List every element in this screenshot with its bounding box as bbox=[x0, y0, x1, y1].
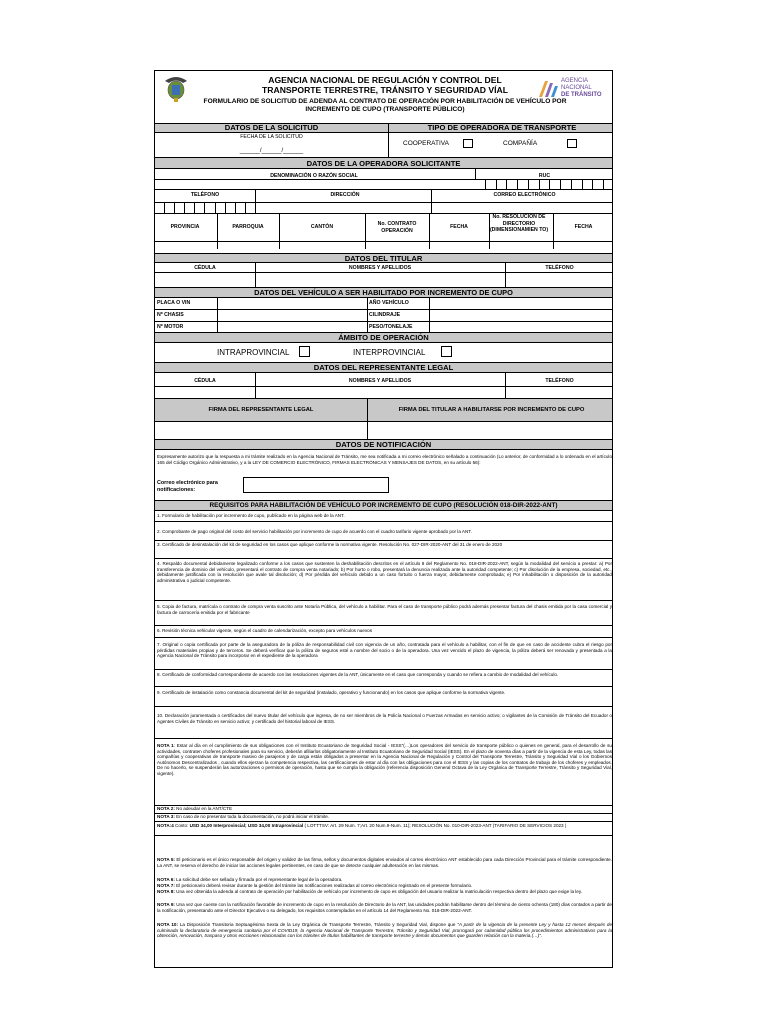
operadora-title: DATOS DE LA OPERADORA SOLICITANTE bbox=[155, 157, 612, 169]
application-form bbox=[154, 70, 613, 968]
digit-cell[interactable] bbox=[593, 179, 604, 189]
requisito-8: 8. Certificado de conformidad correspondiente de acuerdo con las resoluciones vigentes de la ANT, únicamente en el caso que corresponda y cuando se refiera a cambio de modalidad del vehículo. bbox=[157, 672, 559, 677]
intraprovincial-checkbox[interactable] bbox=[299, 346, 310, 357]
nota-7-text: El peticionario deberá revisar durante la gestión del trámite las notificaciones realizadas al correo electrónico registrado en el presente formulario. bbox=[174, 883, 473, 888]
nota-2-label: NOTA 2: bbox=[157, 806, 175, 811]
telefono-label: TELÉFONO bbox=[190, 192, 220, 198]
digit-cell[interactable] bbox=[195, 202, 205, 213]
requisito-2: 2. Comprobante de pago original del costo del servicio habilitación por incremento de cupo de acuerdo con el cuadro tarifario vigente aprobado por la ANT. bbox=[157, 529, 472, 534]
firma-rep-label: FIRMA DEL REPRESENTANTE LEGAL bbox=[208, 407, 314, 413]
divider bbox=[155, 821, 612, 822]
nota-4-text-c: ( LOTTTSV: Art. 29 Num. 7;Art. 20 Num.9-Num. 11); RESOLUCIÓN No. 010-DIR-2023-ANT (TARIFARIO DE SERVICIOS 2023 ) bbox=[303, 823, 567, 828]
divider bbox=[155, 637, 612, 638]
digit-cell[interactable] bbox=[529, 179, 540, 189]
titular-title: DATOS DEL TITULAR bbox=[155, 253, 612, 263]
divider bbox=[155, 686, 612, 687]
firma-titular-label: FIRMA DEL TITULAR A HABILITARSE POR INCREMENTO DE CUPO bbox=[398, 407, 585, 413]
nota-10 bbox=[157, 922, 612, 939]
requisito-6: 6. Revisión técnica vehicular vigente, según el cuadro de calendarización, excepto para vehículos nuevos bbox=[157, 628, 373, 633]
form-title-line1: FORMULARIO DE SOLICITUD DE ADENDA AL CONTRATO DE OPERACIÓN POR HABILITACIÓN DE VEHÍCULO POR bbox=[203, 98, 567, 105]
divider bbox=[155, 241, 612, 242]
divider bbox=[155, 540, 612, 541]
nota-9 bbox=[157, 902, 612, 913]
digit-cell[interactable] bbox=[518, 179, 529, 189]
nota-8-text: Una vez obtenida la adenda al contrato de operación por habilitación de vehículo por incremento de cupo es obligación del usuario realizar la matriculación respectiva dentro del plazo que exige la ley. bbox=[174, 889, 583, 894]
ant-logo bbox=[537, 77, 609, 103]
nota-4-cost: USD 34,00 Interprovincial; USD 34,00 Intraprovincial bbox=[189, 823, 304, 828]
divider bbox=[155, 835, 612, 836]
nota-2 bbox=[157, 806, 612, 812]
nota-9-text: Una vez que cuente con la notificación favorable de incremento de cupo en la resolución de Directorio de la ANT, las unidades podrán habilitarse dentro del término de ciento ochenta (180) días contados a partir de la notificación, presentando ante el Director Ejecutivo o su delegado, los requisitos contemplados en el artículo 14 del Reglamento No. 018-DIR-2022-ANT. bbox=[157, 902, 612, 913]
interprovincial-label: INTERPROVINCIAL bbox=[353, 348, 426, 357]
nota-9-label: NOTA 9: bbox=[157, 902, 175, 907]
compania-checkbox[interactable] bbox=[567, 139, 577, 148]
divider bbox=[255, 189, 256, 213]
divider bbox=[489, 213, 490, 249]
digit-cell[interactable] bbox=[226, 202, 236, 213]
compania-label: COMPAÑÍA bbox=[503, 140, 538, 147]
anio-label: AÑO VEHÍCULO bbox=[369, 300, 409, 306]
digit-cell[interactable] bbox=[540, 179, 551, 189]
fecha-label: FECHA DE LA SOLICITUD bbox=[240, 134, 303, 140]
digit-cell[interactable] bbox=[165, 202, 175, 213]
ambito-title: ÁMBITO DE OPERACIÓN bbox=[155, 332, 612, 343]
agency-name-line2: TRANSPORTE TERRESTRE, TRÁNSITO Y SEGURIDAD VÍAL bbox=[262, 85, 508, 95]
nota-3-text: En caso de no presentar toda la documentación, no podrá iniciar el trámite. bbox=[174, 814, 330, 819]
nota-7-label: NOTA 7: bbox=[157, 883, 175, 888]
divider bbox=[475, 169, 476, 179]
digit-cell[interactable] bbox=[507, 179, 518, 189]
nota-4-label: NOTA:4 bbox=[157, 823, 174, 828]
nota-2-text: No adeudar en la ANT/CTE bbox=[174, 806, 233, 811]
digit-cell[interactable] bbox=[155, 202, 165, 213]
fecha-contrato-label: FECHA bbox=[450, 224, 468, 230]
divider bbox=[155, 321, 612, 322]
interprovincial-checkbox[interactable] bbox=[441, 346, 452, 357]
digit-cell[interactable] bbox=[572, 179, 583, 189]
requisito-9: 9. Certificado de instalación como constancia documental del kit de seguridad (instalado, operativo y funcionando) en los casos que aplique conforme la normativa vigente. bbox=[157, 690, 506, 695]
divider bbox=[431, 189, 432, 213]
form-title-line2: INCREMENTO DE CUPO (TRANSPORTE PÚBLICO) bbox=[305, 106, 465, 113]
peso-label: PESO/TONELAJE bbox=[369, 324, 413, 330]
notificacion-title: DATOS DE NOTIFICACIÓN bbox=[155, 439, 612, 450]
digit-cell[interactable] bbox=[185, 202, 195, 213]
divider bbox=[155, 669, 612, 670]
nota-10-label: NOTA 10: bbox=[157, 922, 178, 927]
cilindraje-label: CILINDRAJE bbox=[369, 312, 401, 318]
razon-social-input[interactable] bbox=[155, 179, 475, 189]
digit-cell[interactable] bbox=[497, 179, 508, 189]
requisitos-title: REQUISITOS PARA HABILITACIÓN DE VEHÍCULO POR INCREMENTO DE CUPO (RESOLUCIÓN 018-DIR-2022-ANT) bbox=[155, 500, 612, 511]
divider bbox=[505, 263, 506, 289]
nota-1-label: NOTA 1 bbox=[157, 743, 174, 748]
divider bbox=[429, 298, 430, 332]
digit-cell[interactable] bbox=[486, 179, 497, 189]
divider bbox=[155, 706, 612, 707]
rep-nombres-label: NOMBRES Y APELLIDOS bbox=[348, 378, 412, 384]
correo-notif-label-1: Correo electrónico para bbox=[157, 480, 218, 486]
nota-3 bbox=[157, 814, 612, 820]
correo-notificaciones-input[interactable] bbox=[243, 477, 389, 493]
digit-cell[interactable] bbox=[205, 202, 215, 213]
divider bbox=[155, 272, 612, 273]
nota-8 bbox=[157, 889, 612, 895]
divider bbox=[429, 213, 430, 249]
provincia-label: PROVINCIA bbox=[170, 224, 200, 230]
resolucion-label: No. RESOLUCIÓN DE DIRECTORIO (DIMENSIONAMIEN TO) bbox=[489, 214, 549, 233]
nota-6 bbox=[157, 877, 612, 883]
ruc-label: RUC bbox=[538, 173, 551, 179]
divider bbox=[217, 213, 218, 249]
divider bbox=[155, 600, 612, 601]
ruc-input[interactable] bbox=[475, 179, 613, 189]
cooperativa-label: COOPERATIVA bbox=[403, 140, 449, 147]
logo-text-2: NACIONAL bbox=[561, 85, 592, 91]
digit-cell[interactable] bbox=[216, 202, 226, 213]
rep-telefono-label: TELÉFONO bbox=[545, 378, 574, 384]
logo-text-3: DE TRÁNSITO bbox=[561, 92, 602, 98]
requisito-10: 10. Declaración juramentada o certificados del nuevo titular del vehículo que ingresa, de no ser miembros de la Policía Nacional o Fuerzas Armadas en servicio activo; o vigilantes de la Comisión de Tránsito del Ecuador o Agentes Civiles de Tránsito en servicio activo; y certificado del historial laboral de IESS. bbox=[157, 713, 612, 724]
titular-nombres-label: NOMBRES Y APELLIDOS bbox=[348, 265, 412, 271]
requisito-3: 3. Certificado de desinstalación del kit de seguridad en los casos que aplique conforme la normativa vigente. Resolución No. 027-DIR-2020-ANT del 31 de enero de 2020 bbox=[157, 542, 503, 547]
contrato-label: No. CONTRATO OPERACIÓN bbox=[377, 221, 417, 234]
representante-title: DATOS DEL REPRESENTANTE LEGAL bbox=[155, 362, 612, 373]
chasis-label: Nº CHASIS bbox=[157, 312, 184, 318]
rep-cedula-label: CÉDULA bbox=[194, 378, 216, 384]
solicitud-title: DATOS DE LA SOLICITUD bbox=[224, 123, 319, 132]
ant-logo-icon bbox=[537, 77, 559, 101]
divider bbox=[365, 213, 366, 249]
nota-8-label: NOTA 8: bbox=[157, 889, 175, 894]
divider bbox=[553, 213, 554, 249]
divider bbox=[388, 123, 389, 157]
logo-text-1: AGENCIA bbox=[561, 78, 589, 84]
digit-cell[interactable] bbox=[236, 202, 246, 213]
digit-cell[interactable] bbox=[561, 179, 572, 189]
notificacion-text: Expresamente autorizo que la respuesta a mi trámite realizado en la Agencia Nacional de Tránsito, me sea notificada a mi correo electrónico señalado a continuación (Lo anterior, de conformidad a lo ordenado en el artículo 165 del Código Orgánico Administrativo, y a la LEY DE COMERCIO ELECTRÓNICO, FIRMAS ELECTRÓNICAS Y MENSAJES DE DATOS, en su artículo 56): bbox=[157, 454, 612, 465]
divider bbox=[155, 625, 612, 626]
nota-1 bbox=[157, 743, 612, 776]
nota-10-text-b: "A partir de la vigencia de la presente Ley y hasta 12 meses después de culminada la declaratoria de emergencia sanitaria por el COVID19, la Agencia Nacional de Transporte Terrestre, Tránsito y Seguridad Vial, prorrogará por calamidad pública los procedimientos administrativos para la obtención, renovación, traspaso y otros eccciones relacionadas con los trámites de títulos habilitantes de transporte terrestre y demás documentos que guarden relación con la materia.(…)". bbox=[157, 922, 613, 938]
cooperativa-checkbox[interactable] bbox=[463, 139, 473, 148]
nota-10-text-a: La Disposición Transitoria Septuagésima Sexta de la Ley Orgánica de Transporte Terrestre, Tránsito y Seguridad Vial, dispone que bbox=[177, 922, 458, 927]
parroquia-label: PARROQUIA bbox=[232, 224, 264, 230]
nota-5 bbox=[157, 857, 612, 868]
divider bbox=[155, 386, 612, 387]
divider bbox=[255, 263, 256, 289]
fecha-input[interactable]: ______/______/______ bbox=[239, 148, 304, 154]
canton-label: CANTÓN bbox=[310, 224, 334, 230]
digit-cell[interactable] bbox=[604, 179, 613, 189]
requisito-4: 4. Respaldo documental debidamente legalizado conforme a los casos que sustenten la deshabilitación descritos en el artículo 8 del Reglamento No. 018-DIR-2022-ANT, según la modalidad del servicio a prestar: a) Por transferencia de dominio del vehículo, presentará el contrato de compra venta notariado; b) Por hurto o robo, presentará la denuncia realizada ante la autoridad competente; c) Por disolución de la empresa, sociedad, etc., debidamente justificada con la resolución que avale tal disolución; d) Por pérdida del vehículo debido a un caso fortuito o fuerza mayor, debidamente comprobada; e) Por inhabilitación o disposición de la autoridad administrativa o judicial competente. bbox=[157, 561, 612, 583]
divider bbox=[367, 298, 368, 332]
divider bbox=[279, 213, 280, 249]
intraprovincial-label: INTRAPROVINCIAL bbox=[217, 348, 290, 357]
digit-cell[interactable] bbox=[175, 202, 185, 213]
divider bbox=[155, 558, 612, 559]
divider bbox=[155, 309, 612, 310]
digit-cell[interactable] bbox=[550, 179, 561, 189]
digit-cell[interactable] bbox=[246, 202, 255, 213]
motor-label: Nº MOTOR bbox=[157, 324, 184, 330]
nota-5-label: NOTA 5: bbox=[157, 857, 175, 862]
divider bbox=[155, 521, 612, 522]
fecha-resolucion-label: FECHA bbox=[574, 224, 593, 230]
digit-cell[interactable] bbox=[583, 179, 594, 189]
requisito-7: 7. Original o copia certificada por parte de la aseguradora de la póliza de responsabilidad civil con vigencia de un año, contratada para el vehículo a habilitar, con el fin de que en caso de accidente cubra el riesgo por pérdidas materiales propias y de terceros. Se deberá verificar que la póliza de seguros esté a nombre del socio o de la operadora. Una vez vencido el plazo de vigencia, la póliza deberá ser renovada y presentada a la Agencia Nacional de Tránsito para incorporar en el expediente de la operadora bbox=[157, 642, 612, 658]
nota-6-text: La solicitud debe ser sellada y firmada por el representante legal de la operadora. bbox=[174, 877, 343, 882]
nota-4 bbox=[157, 823, 612, 829]
nota-7 bbox=[157, 883, 612, 889]
divider bbox=[217, 298, 218, 332]
nota-6-label: NOTA 6: bbox=[157, 877, 175, 882]
tipo-operadora-title: TIPO DE OPERADORA DE TRANSPORTE bbox=[427, 123, 577, 132]
nota-3-label: NOTA 3: bbox=[157, 814, 175, 819]
nota-1-text: : Estar al día en el cumplimiento de sus obligaciones con el Instituto Ecuatoriano de Seguridad Social - IESS"(…)Los operadores del servicio de transporte público o quienes en general, para el desarrollo de su actividades, contraten choferes profesionales para su servicio, deberán afiliarlos obligatoriamente al Instituto Ecuatoriano de Seguridad Social (IESS). En el plazo de noventa días a partir de la vigencia de esta Ley, todas las compañías y cooperativas de transporte masivo de pasajeros y de carga están obligados a presentar en la Agencia Nacional de Regulación y Control del Transporte Terrestre, Tránsito y Seguridad Vial o los Gobiernos Autónomos Descentralizados , cuando ellos ejerzan la competencia respectiva, las certificaciones de estar al día con las obligaciones para con el IESS y las copias de los contratos de trabajo de los choferes y empleados. De no hacerlo, se suspenderán las autorizaciones o permisos de operación, hasta que se cumpla la obligación (referencia disposición General Octava de la Ley Orgánica de Transporte Terrestre, Tránsito y Seguridad Vial, vigente). bbox=[157, 743, 612, 776]
agency-name-line1: AGENCIA NACIONAL DE REGULACIÓN Y CONTROL DEL bbox=[268, 75, 502, 85]
correo-label: CORREO ELECTRÓNICO bbox=[493, 192, 556, 198]
nota-4-text-a: Costo: bbox=[173, 823, 190, 828]
digit-cell[interactable] bbox=[475, 179, 486, 189]
telefono-input[interactable] bbox=[155, 202, 255, 213]
nota-5-text: El peticionario es el único responsable del origen y validez de las firma, sellos y documentos digitales enviados al correo electrónico ANT establecido para cada Dirección Provincial para el trámite correspondiente. La ANT, se reserva el derecho de iniciar las acciones legales pertinentes, en caso de que se detecte cualquier adulteración en las mismas. bbox=[157, 857, 612, 868]
divider bbox=[155, 738, 612, 739]
correo-notif-label-2: notificaciones: bbox=[157, 487, 196, 493]
requisito-1: 1. Formulario de habilitación por incremento de cupo, publicado en la página web de la ANT. bbox=[157, 513, 345, 518]
razon-social-label: DENOMINACIÓN O RAZÓN SOCIAL bbox=[270, 173, 358, 179]
requisito-5: 5. Copia de factura, matrícula o contrato de compra venta suscrito ante Notaría Pública, del vehículo a habilitar. Para el caso de transporte público podrá además presentar factura del chasis emitida por la casa comercial y factura de carrocería emitida por el fabricante bbox=[157, 604, 612, 615]
divider bbox=[155, 189, 612, 190]
direccion-label: DIRECCIÓN bbox=[330, 192, 360, 198]
titular-telefono-label: TELÉFONO bbox=[545, 265, 574, 271]
titular-cedula-label: CÉDULA bbox=[194, 265, 216, 271]
placa-label: PLACA O VIN bbox=[157, 300, 191, 306]
vehiculo-title: DATOS DEL VEHÍCULO A SER HABILITADO POR INCREMENTO DE CUPO bbox=[155, 287, 612, 298]
